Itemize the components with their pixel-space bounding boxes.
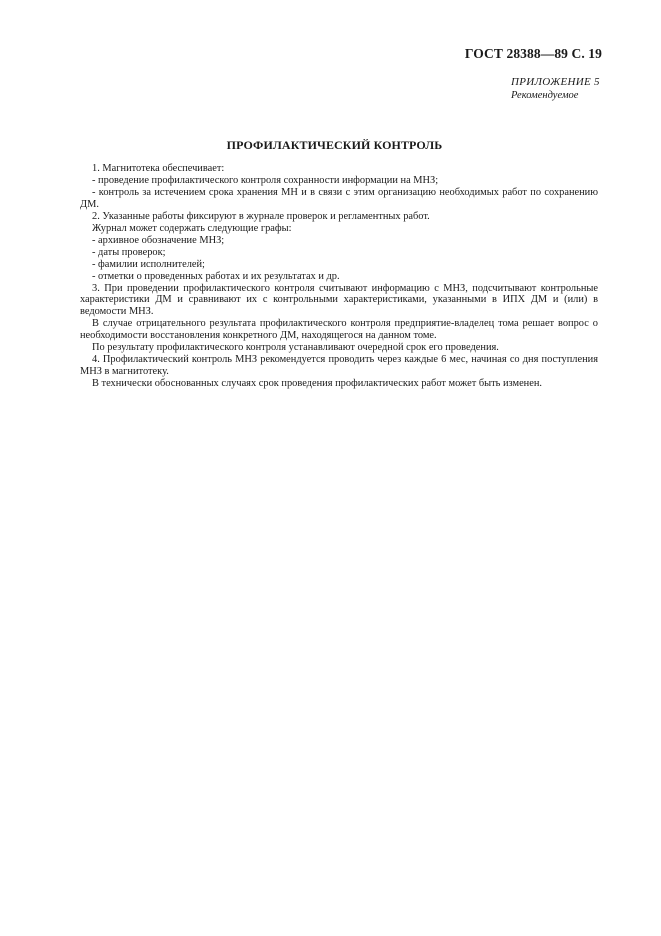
paragraph: 1. Магнитотека обеспечивает: xyxy=(92,163,225,174)
appendix-block xyxy=(511,76,600,102)
body-text xyxy=(80,163,598,390)
paragraph: В случае отрицательного результата профилактического контроля предприятие-владелец тома решает вопрос о необходимости восстановления конкретного ДМ, находящегося на данном томе. xyxy=(80,318,598,342)
appendix-status: Рекомендуемое xyxy=(511,90,579,101)
paragraph: Журнал может содержать следующие графы: xyxy=(92,222,292,234)
section-title: ПРОФИЛАКТИЧЕСКИЙ КОНТРОЛЬ xyxy=(226,138,443,152)
paragraph: 2. Указанные работы фиксируют в журнале проверок и регламентных работ. xyxy=(92,210,430,222)
list-item: - отметки о проведенных работах и их результатах и др. xyxy=(92,270,340,282)
list-item: - фамилии исполнителей; xyxy=(92,258,205,270)
paragraph: В технически обоснованных случаях срок проведения профилактических работ может быть изменен. xyxy=(92,378,543,390)
list-item: - проведение профилактического контроля сохранности информации на МНЗ; xyxy=(92,174,439,186)
list-item: - архивное обозначение МНЗ; xyxy=(92,234,225,246)
list-item: - даты проверок; xyxy=(92,246,166,258)
paragraph: По результату профилактического контроля устанавливают очередной срок его проведения. xyxy=(92,342,499,354)
appendix-number: ПРИЛОЖЕНИЕ 5 xyxy=(511,76,600,88)
document-code: ГОСТ 28388—89 С. 19 xyxy=(464,46,602,61)
list-item: - контроль за истечением срока хранения МН и в связи с этим организацию необходимых работ по сохранению ДМ. xyxy=(80,186,598,210)
paragraph: 3. При проведении профилактического контроля считывают информацию с МНЗ, подсчитывают контрольные характеристики ДМ и сравнивают их с контрольными характеристиками, указанными в ИПХ ДМ и (или) в ведомости МНЗ. xyxy=(80,282,598,318)
paragraph: 4. Профилактический контроль МНЗ рекомендуется проводить через каждые 6 мес, начиная со дня поступления МНЗ в магнитотеку. xyxy=(80,354,598,378)
